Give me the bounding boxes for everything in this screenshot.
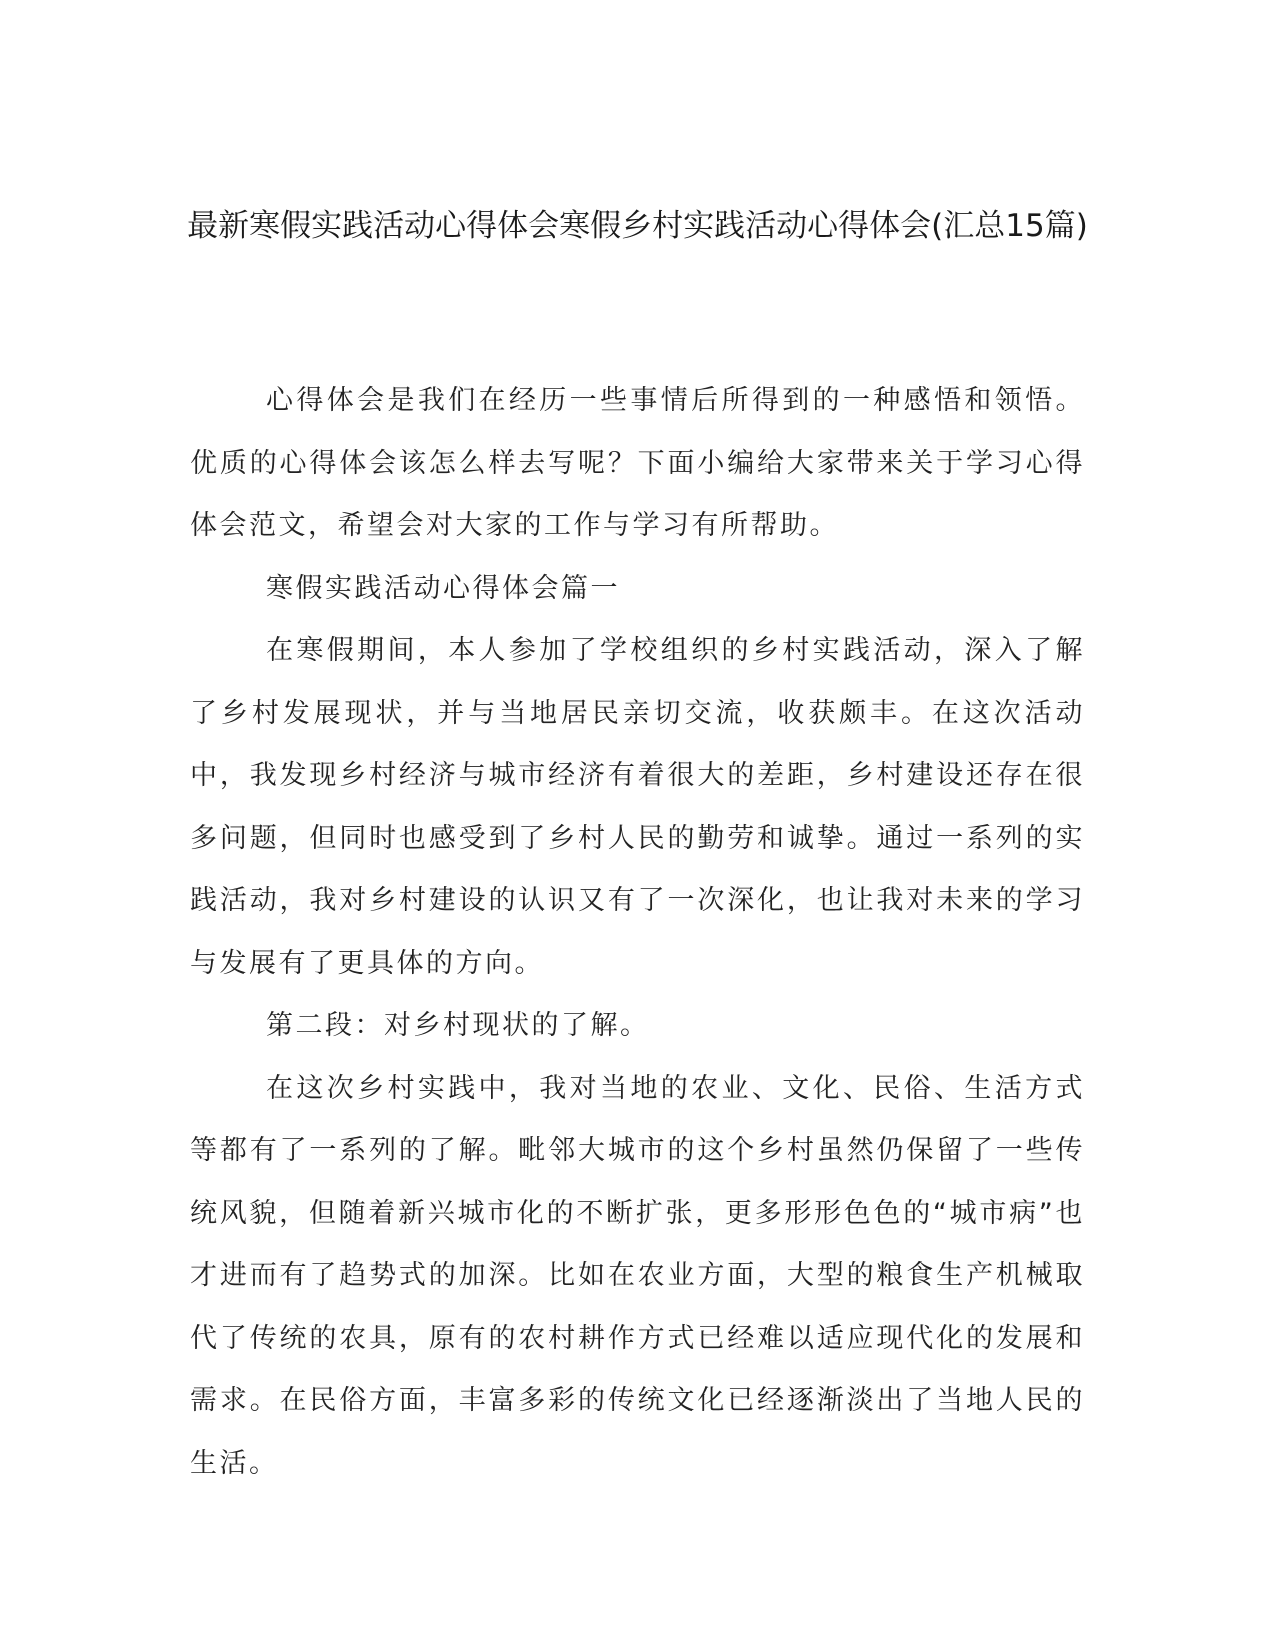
document-body [190,370,1085,1495]
intro-paragraph: 心得体会是我们在经历一些事情后所得到的一种感悟和领悟。优质的心得体会该怎么样去写呢？下面小编给大家带来关于学习心得体会范文，希望会对大家的工作与学习有所帮助。 [190,385,1085,541]
body-paragraph: 在寒假期间，本人参加了学校组织的乡村实践活动，深入了解了乡村发展现状，并与当地居民亲切交流，收获颇丰。在这次活动中，我发现乡村经济与城市经济有着很大的差距，乡村建设还存在很多问题，但同时也感受到了乡村人民的勤劳和诚挚。通过一系列的实践活动，我对乡村建设的认识又有了一次深化，也让我对未来的学习与发展有了更具体的方向。 [190,635,1085,979]
document-title: 最新寒假实践活动心得体会寒假乡村实践活动心得体会(汇总15篇) [187,208,1088,244]
subsection-heading: 第二段：对乡村现状的了解。 [266,1010,650,1041]
section-heading: 寒假实践活动心得体会篇一 [266,572,620,604]
body-paragraph: 在这次乡村实践中，我对当地的农业、文化、民俗、生活方式等都有了一系列的了解。毗邻大城市的这个乡村虽然仍保留了一些传统风貌，但随着新兴城市化的不断扩张，更多形形色色的“城市病”也才进而有了趋势式的加深。比如在农业方面，大型的粮食生产机械取代了传统的农具，原有的农村耕作方式已经难以适应现代化的发展和需求。在民俗方面，丰富多彩的传统文化已经逐渐淡出了当地人民的生活。 [190,1072,1085,1479]
